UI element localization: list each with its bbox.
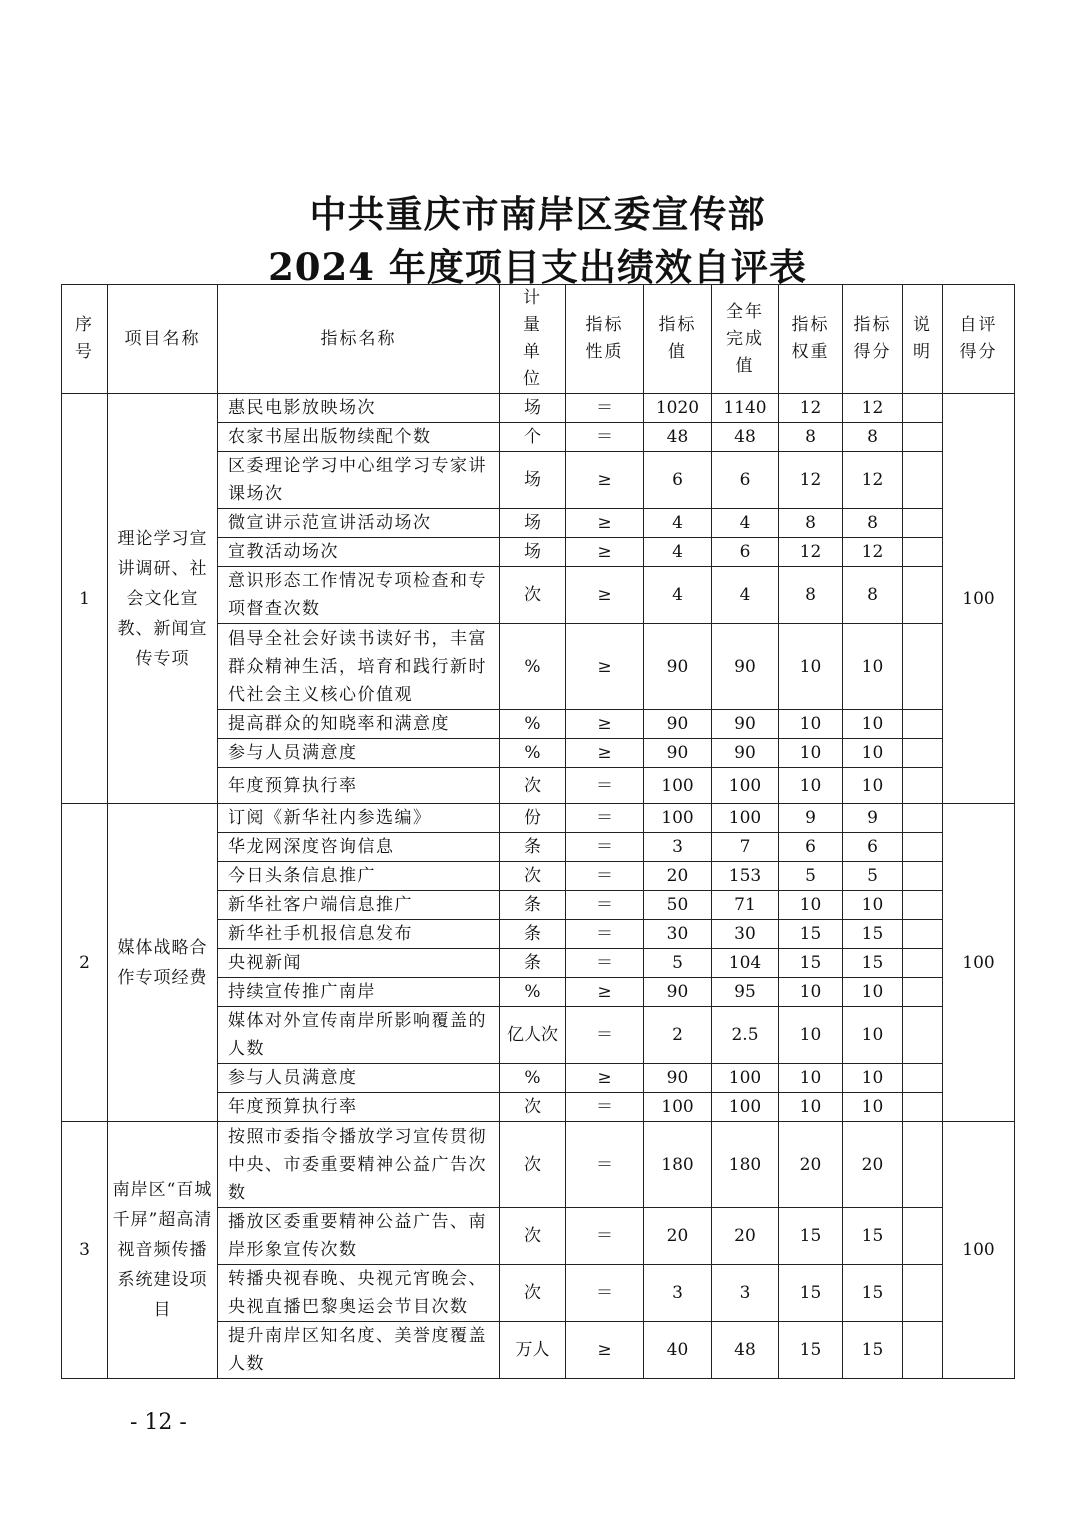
cell-actual: 95 [712, 978, 779, 1007]
cell-score: 15 [843, 920, 903, 949]
cell-score: 10 [843, 1064, 903, 1093]
cell-note [903, 891, 943, 920]
cell-score: 10 [843, 978, 903, 1007]
cell-unit: 条 [500, 833, 566, 862]
indicator-name: 播放区委重要精神公益广告、南岸形象宣传次数 [218, 1208, 500, 1265]
cell-note [903, 567, 943, 624]
cell-weight: 12 [779, 452, 843, 509]
cell-actual: 100 [712, 1093, 779, 1122]
cell-actual: 48 [712, 423, 779, 452]
cell-score: 10 [843, 624, 903, 710]
header-row [62, 285, 1015, 394]
cell-score: 15 [843, 1208, 903, 1265]
cell-unit: 条 [500, 891, 566, 920]
cell-target: 90 [644, 1064, 712, 1093]
indicator-name: 按照市委指令播放学习宣传贯彻中央、市委重要精神公益广告次数 [218, 1122, 500, 1208]
cell-actual: 90 [712, 710, 779, 739]
cell-unit: 次 [500, 567, 566, 624]
indicator-name: 农家书屋出版物续配个数 [218, 423, 500, 452]
cell-weight: 5 [779, 862, 843, 891]
cell-nature: ≥ [566, 538, 644, 567]
cell-score: 20 [843, 1122, 903, 1208]
cell-target: 90 [644, 710, 712, 739]
cell-actual: 100 [712, 804, 779, 833]
cell-unit: 次 [500, 862, 566, 891]
cell-nature: ＝ [566, 833, 644, 862]
table-row [62, 804, 1015, 833]
cell-note [903, 710, 943, 739]
header-score: 指标得分 [843, 285, 903, 394]
cell-weight: 10 [779, 710, 843, 739]
cell-unit: 亿人次 [500, 1007, 566, 1064]
cell-nature: ＝ [566, 768, 644, 804]
indicator-name: 新华社手机报信息发布 [218, 920, 500, 949]
cell-unit: % [500, 978, 566, 1007]
cell-nature: ＝ [566, 920, 644, 949]
indicator-name: 提高群众的知晓率和满意度 [218, 710, 500, 739]
performance-table [61, 284, 1015, 1379]
cell-note [903, 394, 943, 423]
cell-nature: ≥ [566, 509, 644, 538]
cell-note [903, 1122, 943, 1208]
cell-note [903, 1093, 943, 1122]
cell-weight: 15 [779, 949, 843, 978]
cell-note [903, 509, 943, 538]
cell-actual: 100 [712, 1064, 779, 1093]
cell-target: 4 [644, 509, 712, 538]
cell-note [903, 833, 943, 862]
cell-score: 6 [843, 833, 903, 862]
cell-actual: 48 [712, 1322, 779, 1379]
cell-weight: 12 [779, 394, 843, 423]
cell-target: 90 [644, 624, 712, 710]
header-nature: 指标性质 [566, 285, 644, 394]
indicator-name: 新华社客户端信息推广 [218, 891, 500, 920]
cell-actual: 30 [712, 920, 779, 949]
cell-nature: ＝ [566, 891, 644, 920]
indicator-name: 转播央视春晚、央视元宵晚会、央视直播巴黎奥运会节目次数 [218, 1265, 500, 1322]
cell-actual: 3 [712, 1265, 779, 1322]
cell-note [903, 739, 943, 768]
cell-note [903, 920, 943, 949]
indicator-name: 惠民电影放映场次 [218, 394, 500, 423]
cell-score: 8 [843, 509, 903, 538]
cell-target: 4 [644, 567, 712, 624]
cell-nature: ＝ [566, 1208, 644, 1265]
project-self-score: 100 [943, 804, 1015, 1122]
indicator-name: 央视新闻 [218, 949, 500, 978]
header-unit: 计量单位 [500, 285, 566, 394]
cell-target: 1020 [644, 394, 712, 423]
header-note: 说明 [903, 285, 943, 394]
cell-weight: 15 [779, 1322, 843, 1379]
cell-target: 20 [644, 1208, 712, 1265]
cell-target: 90 [644, 978, 712, 1007]
cell-target: 100 [644, 804, 712, 833]
cell-target: 50 [644, 891, 712, 920]
indicator-name: 今日头条信息推广 [218, 862, 500, 891]
indicator-name: 年度预算执行率 [218, 1093, 500, 1122]
cell-actual: 180 [712, 1122, 779, 1208]
cell-target: 3 [644, 1265, 712, 1322]
cell-nature: ≥ [566, 452, 644, 509]
cell-nature: ＝ [566, 394, 644, 423]
cell-unit: 场 [500, 394, 566, 423]
cell-score: 10 [843, 768, 903, 804]
cell-weight: 8 [779, 509, 843, 538]
cell-note [903, 949, 943, 978]
cell-nature: ≥ [566, 710, 644, 739]
header-self-score: 自评得分 [943, 285, 1015, 394]
cell-note [903, 452, 943, 509]
cell-note [903, 1208, 943, 1265]
header-indicator: 指标名称 [218, 285, 500, 394]
cell-target: 3 [644, 833, 712, 862]
indicator-name: 提升南岸区知名度、美誉度覆盖人数 [218, 1322, 500, 1379]
cell-note [903, 538, 943, 567]
title-line-1: 中共重庆市南岸区委宣传部 [309, 192, 766, 236]
cell-score: 10 [843, 1093, 903, 1122]
cell-target: 40 [644, 1322, 712, 1379]
indicator-name: 微宣讲示范宣讲活动场次 [218, 509, 500, 538]
cell-note [903, 423, 943, 452]
page-number: - 12 - [130, 1410, 187, 1435]
cell-unit: 次 [500, 768, 566, 804]
cell-note [903, 768, 943, 804]
cell-actual: 71 [712, 891, 779, 920]
cell-score: 12 [843, 452, 903, 509]
cell-weight: 10 [779, 739, 843, 768]
cell-weight: 10 [779, 891, 843, 920]
cell-nature: ＝ [566, 1093, 644, 1122]
cell-weight: 12 [779, 538, 843, 567]
cell-target: 2 [644, 1007, 712, 1064]
project-seq: 2 [62, 804, 108, 1122]
cell-actual: 2.5 [712, 1007, 779, 1064]
indicator-name: 持续宣传推广南岸 [218, 978, 500, 1007]
cell-actual: 90 [712, 739, 779, 768]
cell-actual: 104 [712, 949, 779, 978]
header-project: 项目名称 [108, 285, 218, 394]
cell-weight: 9 [779, 804, 843, 833]
header-seq: 序号 [62, 285, 108, 394]
cell-actual: 7 [712, 833, 779, 862]
cell-actual: 100 [712, 768, 779, 804]
indicator-name: 区委理论学习中心组学习专家讲课场次 [218, 452, 500, 509]
cell-weight: 10 [779, 1064, 843, 1093]
cell-unit: 次 [500, 1122, 566, 1208]
cell-actual: 4 [712, 567, 779, 624]
cell-weight: 10 [779, 624, 843, 710]
cell-score: 10 [843, 891, 903, 920]
indicator-name: 意识形态工作情况专项检查和专项督查次数 [218, 567, 500, 624]
cell-weight: 8 [779, 567, 843, 624]
indicator-name: 订阅《新华社内参选编》 [218, 804, 500, 833]
indicator-name: 参与人员满意度 [218, 1064, 500, 1093]
cell-actual: 90 [712, 624, 779, 710]
table-row [62, 394, 1015, 423]
cell-score: 8 [843, 423, 903, 452]
header-weight: 指标权重 [779, 285, 843, 394]
cell-note [903, 804, 943, 833]
indicator-name: 华龙网深度咨询信息 [218, 833, 500, 862]
cell-weight: 15 [779, 1208, 843, 1265]
cell-nature: ≥ [566, 1322, 644, 1379]
cell-unit: 场 [500, 452, 566, 509]
cell-weight: 20 [779, 1122, 843, 1208]
cell-target: 180 [644, 1122, 712, 1208]
cell-note [903, 624, 943, 710]
cell-weight: 15 [779, 920, 843, 949]
project-seq: 3 [62, 1122, 108, 1379]
cell-nature: ≥ [566, 739, 644, 768]
cell-nature: ＝ [566, 949, 644, 978]
table-row [62, 1122, 1015, 1208]
project-self-score: 100 [943, 394, 1015, 804]
header-actual: 全年完成值 [712, 285, 779, 394]
cell-target: 6 [644, 452, 712, 509]
indicator-name: 参与人员满意度 [218, 739, 500, 768]
cell-score: 10 [843, 739, 903, 768]
indicator-name: 宣教活动场次 [218, 538, 500, 567]
cell-target: 4 [644, 538, 712, 567]
cell-actual: 153 [712, 862, 779, 891]
cell-score: 9 [843, 804, 903, 833]
cell-weight: 10 [779, 1007, 843, 1064]
cell-nature: ＝ [566, 804, 644, 833]
cell-target: 90 [644, 739, 712, 768]
cell-unit: 次 [500, 1093, 566, 1122]
cell-target: 48 [644, 423, 712, 452]
project-name: 南岸区“百城千屏”超高清视音频传播系统建设项目 [108, 1122, 218, 1379]
cell-unit: 份 [500, 804, 566, 833]
cell-unit: % [500, 1064, 566, 1093]
cell-weight: 10 [779, 1093, 843, 1122]
project-name: 媒体战略合作专项经费 [108, 804, 218, 1122]
cell-weight: 8 [779, 423, 843, 452]
cell-note [903, 1007, 943, 1064]
cell-score: 15 [843, 1265, 903, 1322]
cell-unit: 条 [500, 949, 566, 978]
cell-target: 100 [644, 768, 712, 804]
cell-note [903, 1265, 943, 1322]
cell-target: 5 [644, 949, 712, 978]
cell-target: 30 [644, 920, 712, 949]
cell-score: 10 [843, 710, 903, 739]
cell-score: 12 [843, 394, 903, 423]
cell-score: 10 [843, 1007, 903, 1064]
cell-weight: 15 [779, 1265, 843, 1322]
cell-note [903, 862, 943, 891]
cell-score: 5 [843, 862, 903, 891]
cell-note [903, 978, 943, 1007]
cell-nature: ＝ [566, 423, 644, 452]
cell-nature: ≥ [566, 978, 644, 1007]
cell-score: 12 [843, 538, 903, 567]
cell-unit: 万人 [500, 1322, 566, 1379]
project-seq: 1 [62, 394, 108, 804]
cell-actual: 6 [712, 538, 779, 567]
cell-nature: ≥ [566, 567, 644, 624]
indicator-name: 年度预算执行率 [218, 768, 500, 804]
cell-unit: % [500, 624, 566, 710]
cell-nature: ≥ [566, 624, 644, 710]
cell-nature: ＝ [566, 1265, 644, 1322]
cell-unit: 个 [500, 423, 566, 452]
cell-nature: ≥ [566, 1064, 644, 1093]
indicator-name: 媒体对外宣传南岸所影响覆盖的人数 [218, 1007, 500, 1064]
cell-unit: % [500, 739, 566, 768]
cell-nature: ＝ [566, 862, 644, 891]
cell-actual: 4 [712, 509, 779, 538]
project-self-score: 100 [943, 1122, 1015, 1379]
cell-weight: 10 [779, 978, 843, 1007]
cell-note [903, 1322, 943, 1379]
cell-nature: ＝ [566, 1007, 644, 1064]
cell-unit: 场 [500, 509, 566, 538]
cell-unit: 场 [500, 538, 566, 567]
cell-score: 15 [843, 949, 903, 978]
cell-score: 15 [843, 1322, 903, 1379]
cell-unit: % [500, 710, 566, 739]
header-target: 指标值 [644, 285, 712, 394]
cell-weight: 10 [779, 768, 843, 804]
cell-unit: 次 [500, 1265, 566, 1322]
cell-note [903, 1064, 943, 1093]
title-line-2: 2024 年度项目支出绩效自评表 [268, 245, 807, 289]
cell-unit: 条 [500, 920, 566, 949]
cell-nature: ＝ [566, 1122, 644, 1208]
project-name: 理论学习宣讲调研、社会文化宣教、新闻宣传专项 [108, 394, 218, 804]
cell-weight: 6 [779, 833, 843, 862]
cell-unit: 次 [500, 1208, 566, 1265]
indicator-name: 倡导全社会好读书读好书，丰富群众精神生活，培育和践行新时代社会主义核心价值观 [218, 624, 500, 710]
cell-actual: 6 [712, 452, 779, 509]
cell-actual: 1140 [712, 394, 779, 423]
cell-actual: 20 [712, 1208, 779, 1265]
cell-score: 8 [843, 567, 903, 624]
cell-target: 20 [644, 862, 712, 891]
cell-target: 100 [644, 1093, 712, 1122]
